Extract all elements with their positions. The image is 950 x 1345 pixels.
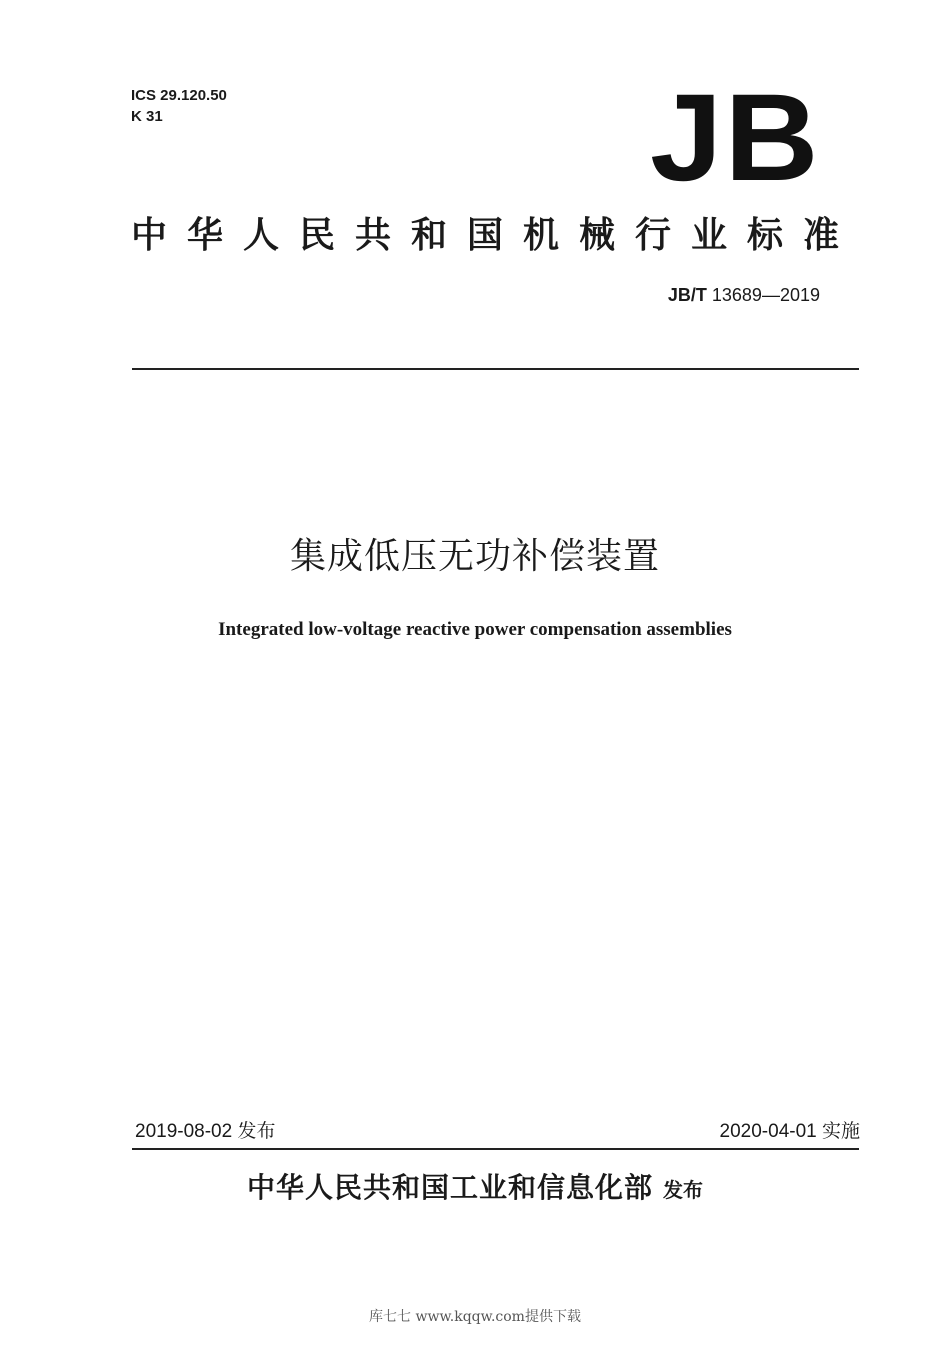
ics-code: ICS 29.120.50: [131, 87, 227, 104]
issuer-suffix: 发布: [663, 1178, 703, 1202]
standard-number: [668, 282, 820, 308]
standard-code: JB/T: [667, 285, 707, 305]
jb-logo: JB: [650, 69, 821, 207]
title-chinese: 集成低压无功补偿装置: [289, 536, 660, 577]
ccs-code: K 31: [131, 108, 163, 125]
top-divider: [132, 368, 859, 370]
issuer-organization: 中华人民共和国工业和信息化部: [246, 1171, 653, 1204]
classification-codes: [131, 85, 227, 127]
standard-number-value: 13689—2019: [711, 285, 820, 305]
dates-row: [135, 1118, 860, 1146]
download-footer-note: 库七七 www.kqqw.com提供下载: [369, 1309, 581, 1325]
implementation-date: 2020-04-01 实施: [719, 1121, 860, 1142]
issue-date: 2019-08-02 发布: [135, 1121, 276, 1142]
issuer: [0, 1168, 950, 1210]
standard-type-heading: 中华人民共和国机械行业标准: [131, 215, 860, 256]
bottom-divider: [132, 1148, 859, 1150]
title-english: Integrated low-voltage reactive power compensation assemblies: [218, 619, 732, 640]
